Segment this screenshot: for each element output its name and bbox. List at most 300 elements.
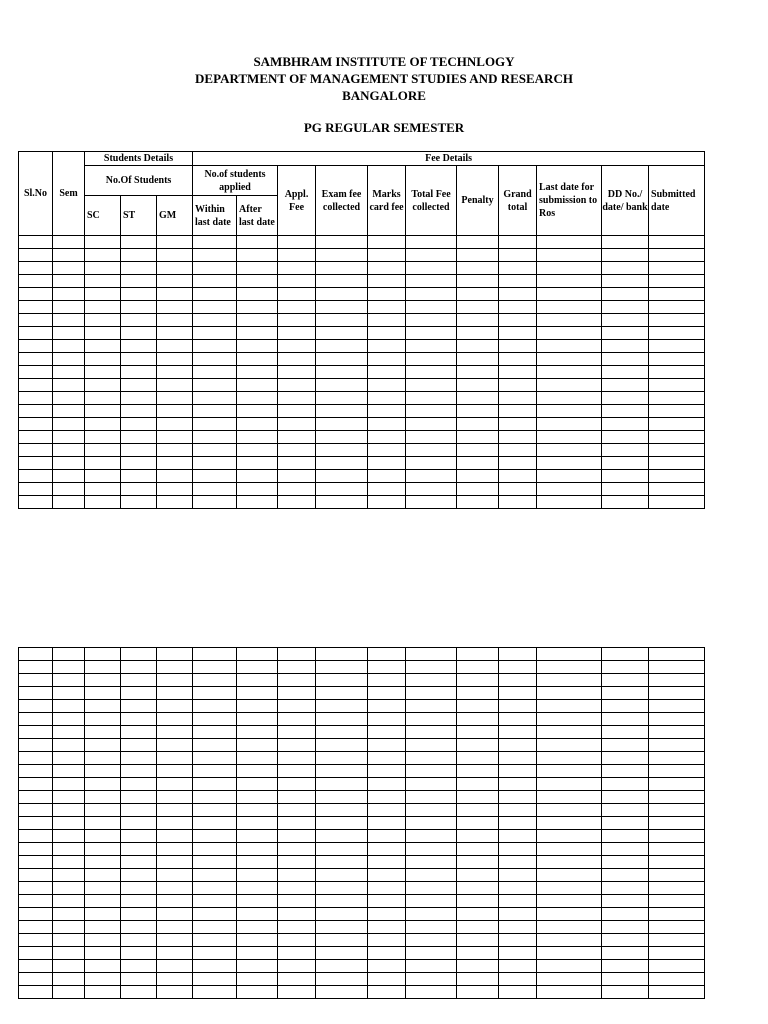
blank-cell (649, 973, 705, 986)
blank-cell (499, 765, 537, 778)
blank-cell (499, 674, 537, 687)
blank-cell (537, 869, 602, 882)
blank-cell (316, 288, 368, 301)
blank-cell (649, 947, 705, 960)
blank-cell (602, 817, 649, 830)
blank-cell (537, 843, 602, 856)
blank-cell (457, 262, 499, 275)
blank-cell (157, 236, 193, 249)
blank-cell (237, 674, 278, 687)
blank-cell (85, 882, 121, 895)
blank-row (19, 960, 705, 973)
blank-cell (316, 713, 368, 726)
city-name: BANGALORE (342, 88, 426, 103)
blank-cell (649, 496, 705, 509)
blank-cell (237, 830, 278, 843)
blank-cell (499, 843, 537, 856)
blank-cell (193, 752, 237, 765)
blank-cell (499, 353, 537, 366)
blank-cell (193, 791, 237, 804)
blank-cell (19, 249, 53, 262)
blank-cell (53, 817, 85, 830)
blank-cell (193, 648, 237, 661)
blank-cell (537, 661, 602, 674)
blank-row (19, 353, 705, 366)
blank-cell (499, 752, 537, 765)
blank-cell (19, 947, 53, 960)
blank-cell (157, 483, 193, 496)
blank-cell (368, 778, 406, 791)
blank-cell (193, 340, 237, 353)
blank-cell (457, 778, 499, 791)
blank-cell (537, 483, 602, 496)
blank-cell (193, 444, 237, 457)
blank-cell (457, 418, 499, 431)
blank-cell (457, 674, 499, 687)
blank-cell (19, 648, 53, 661)
blank-cell (121, 444, 157, 457)
blank-cell (537, 726, 602, 739)
blank-cell (193, 275, 237, 288)
blank-cell (19, 366, 53, 379)
blank-cell (53, 973, 85, 986)
blank-cell (649, 379, 705, 392)
blank-cell (316, 700, 368, 713)
blank-cell (237, 895, 278, 908)
blank-cell (368, 301, 406, 314)
blank-cell (406, 353, 457, 366)
blank-cell (499, 986, 537, 999)
blank-cell (237, 288, 278, 301)
blank-cell (278, 275, 316, 288)
blank-cell (457, 869, 499, 882)
blank-cell (316, 986, 368, 999)
group-students-details: Students Details (85, 152, 193, 166)
blank-cell (53, 314, 85, 327)
blank-cell (316, 752, 368, 765)
blank-cell (237, 713, 278, 726)
blank-cell (602, 687, 649, 700)
blank-cell (237, 275, 278, 288)
blank-cell (316, 648, 368, 661)
blank-cell (53, 379, 85, 392)
blank-cell (19, 327, 53, 340)
blank-cell (53, 908, 85, 921)
blank-cell (19, 882, 53, 895)
blank-cell (649, 314, 705, 327)
blank-cell (19, 960, 53, 973)
blank-cell (278, 830, 316, 843)
blank-cell (121, 856, 157, 869)
blank-cell (602, 444, 649, 457)
blank-cell (278, 856, 316, 869)
blank-cell (19, 713, 53, 726)
blank-cell (537, 908, 602, 921)
blank-cell (19, 726, 53, 739)
blank-cell (649, 483, 705, 496)
blank-row (19, 431, 705, 444)
blank-row (19, 444, 705, 457)
blank-cell (457, 973, 499, 986)
blank-cell (85, 262, 121, 275)
blank-cell (237, 418, 278, 431)
blank-cell (602, 648, 649, 661)
blank-cell (457, 275, 499, 288)
blank-cell (499, 687, 537, 700)
blank-cell (19, 392, 53, 405)
blank-cell (53, 856, 85, 869)
blank-cell (237, 392, 278, 405)
blank-cell (368, 275, 406, 288)
blank-row (19, 340, 705, 353)
blank-row (19, 843, 705, 856)
blank-cell (457, 830, 499, 843)
blank-cell (19, 483, 53, 496)
blank-cell (121, 908, 157, 921)
blank-row (19, 804, 705, 817)
blank-cell (19, 687, 53, 700)
blank-cell (278, 236, 316, 249)
blank-cell (602, 496, 649, 509)
blank-cell (53, 674, 85, 687)
blank-row (19, 275, 705, 288)
blank-cell (368, 262, 406, 275)
group-no-of-students: No.Of Students (85, 166, 193, 196)
blank-cell (278, 921, 316, 934)
document-heading (0, 53, 768, 104)
blank-cell (237, 353, 278, 366)
blank-cell (237, 856, 278, 869)
blank-cell (368, 960, 406, 973)
blank-cell (53, 934, 85, 947)
blank-cell (85, 791, 121, 804)
blank-cell (53, 687, 85, 700)
blank-row (19, 470, 705, 483)
blank-cell (19, 661, 53, 674)
blank-cell (121, 726, 157, 739)
blank-cell (537, 405, 602, 418)
blank-cell (237, 661, 278, 674)
blank-cell (537, 804, 602, 817)
blank-cell (649, 418, 705, 431)
blank-cell (537, 327, 602, 340)
blank-cell (457, 661, 499, 674)
blank-cell (457, 687, 499, 700)
blank-cell (499, 947, 537, 960)
blank-cell (406, 483, 457, 496)
blank-cell (649, 765, 705, 778)
blank-cell (537, 392, 602, 405)
blank-cell (157, 908, 193, 921)
blank-cell (316, 314, 368, 327)
blank-cell (193, 882, 237, 895)
blank-cell (602, 843, 649, 856)
blank-cell (457, 947, 499, 960)
blank-cell (406, 739, 457, 752)
blank-cell (121, 262, 157, 275)
blank-cell (537, 687, 602, 700)
blank-cell (53, 327, 85, 340)
blank-cell (602, 392, 649, 405)
blank-cell (121, 934, 157, 947)
blank-cell (19, 275, 53, 288)
blank-cell (368, 882, 406, 895)
col-appl-fee: Appl. Fee (278, 166, 316, 236)
blank-cell (368, 934, 406, 947)
blank-cell (193, 856, 237, 869)
blank-cell (457, 739, 499, 752)
blank-cell (193, 895, 237, 908)
blank-cell (85, 778, 121, 791)
blank-cell (53, 895, 85, 908)
blank-cell (316, 765, 368, 778)
blank-row (19, 700, 705, 713)
blank-cell (85, 726, 121, 739)
blank-cell (406, 275, 457, 288)
blank-cell (368, 947, 406, 960)
blank-cell (157, 314, 193, 327)
blank-cell (85, 700, 121, 713)
blank-row (19, 830, 705, 843)
blank-cell (368, 288, 406, 301)
blank-cell (85, 869, 121, 882)
blank-cell (316, 791, 368, 804)
blank-cell (499, 817, 537, 830)
col-gm: GM (157, 196, 193, 236)
blank-cell (85, 895, 121, 908)
blank-cell (53, 457, 85, 470)
blank-cell (237, 687, 278, 700)
blank-cell (368, 700, 406, 713)
blank-cell (121, 895, 157, 908)
blank-cell (537, 973, 602, 986)
blank-cell (19, 739, 53, 752)
blank-row (19, 457, 705, 470)
blank-cell (121, 843, 157, 856)
blank-cell (368, 327, 406, 340)
blank-cell (649, 882, 705, 895)
blank-cell (85, 960, 121, 973)
blank-cell (193, 301, 237, 314)
blank-cell (368, 765, 406, 778)
blank-cell (53, 661, 85, 674)
blank-cell (19, 379, 53, 392)
col-submitted-date: Submitted date (649, 166, 705, 236)
blank-cell (193, 908, 237, 921)
blank-cell (278, 262, 316, 275)
blank-cell (157, 648, 193, 661)
blank-cell (121, 869, 157, 882)
blank-cell (121, 791, 157, 804)
blank-cell (85, 973, 121, 986)
blank-cell (237, 700, 278, 713)
blank-cell (237, 960, 278, 973)
blank-cell (368, 236, 406, 249)
blank-cell (602, 275, 649, 288)
blank-cell (85, 418, 121, 431)
blank-cell (316, 392, 368, 405)
blank-cell (121, 882, 157, 895)
blank-cell (406, 856, 457, 869)
blank-row (19, 262, 705, 275)
blank-cell (19, 236, 53, 249)
blank-cell (602, 986, 649, 999)
blank-cell (193, 457, 237, 470)
blank-cell (278, 661, 316, 674)
blank-cell (316, 483, 368, 496)
blank-row (19, 986, 705, 999)
blank-cell (406, 869, 457, 882)
blank-cell (278, 843, 316, 856)
blank-cell (278, 301, 316, 314)
blank-cell (368, 752, 406, 765)
blank-cell (406, 236, 457, 249)
blank-cell (316, 353, 368, 366)
blank-cell (19, 418, 53, 431)
blank-cell (602, 405, 649, 418)
blank-cell (19, 431, 53, 444)
blank-cell (157, 405, 193, 418)
department-name: DEPARTMENT OF MANAGEMENT STUDIES AND RESEARCH (195, 71, 573, 86)
blank-cell (316, 379, 368, 392)
blank-cell (649, 674, 705, 687)
blank-cell (602, 470, 649, 483)
blank-cell (237, 739, 278, 752)
col-penalty: Penalty (457, 166, 499, 236)
blank-cell (157, 301, 193, 314)
blank-cell (499, 340, 537, 353)
blank-cell (499, 236, 537, 249)
blank-cell (121, 778, 157, 791)
blank-cell (499, 444, 537, 457)
blank-cell (237, 236, 278, 249)
blank-cell (237, 882, 278, 895)
blank-cell (85, 496, 121, 509)
blank-cell (237, 444, 278, 457)
blank-row (19, 778, 705, 791)
blank-cell (53, 288, 85, 301)
blank-cell (649, 713, 705, 726)
blank-cell (85, 314, 121, 327)
blank-cell (85, 457, 121, 470)
blank-cell (537, 856, 602, 869)
blank-cell (602, 752, 649, 765)
blank-cell (457, 327, 499, 340)
blank-cell (53, 713, 85, 726)
blank-cell (368, 418, 406, 431)
blank-cell (19, 765, 53, 778)
blank-cell (19, 830, 53, 843)
blank-cell (602, 418, 649, 431)
blank-cell (499, 301, 537, 314)
blank-cell (602, 366, 649, 379)
blank-cell (237, 934, 278, 947)
blank-cell (316, 470, 368, 483)
blank-cell (278, 392, 316, 405)
blank-row (19, 882, 705, 895)
blank-cell (85, 236, 121, 249)
blank-cell (499, 262, 537, 275)
blank-cell (602, 739, 649, 752)
blank-cell (368, 340, 406, 353)
blank-cell (121, 921, 157, 934)
blank-cell (121, 275, 157, 288)
blank-cell (537, 882, 602, 895)
blank-cell (278, 353, 316, 366)
blank-cell (368, 817, 406, 830)
blank-cell (537, 418, 602, 431)
blank-cell (368, 249, 406, 262)
blank-cell (537, 986, 602, 999)
blank-cell (406, 843, 457, 856)
blank-row (19, 921, 705, 934)
blank-cell (457, 700, 499, 713)
blank-cell (85, 934, 121, 947)
blank-cell (237, 908, 278, 921)
blank-cell (157, 973, 193, 986)
blank-cell (193, 236, 237, 249)
blank-row (19, 327, 705, 340)
blank-cell (193, 353, 237, 366)
blank-cell (157, 752, 193, 765)
blank-cell (278, 288, 316, 301)
blank-cell (193, 921, 237, 934)
blank-cell (237, 470, 278, 483)
blank-cell (602, 327, 649, 340)
blank-cell (85, 392, 121, 405)
blank-cell (19, 804, 53, 817)
blank-cell (649, 986, 705, 999)
blank-cell (157, 921, 193, 934)
blank-cell (237, 843, 278, 856)
blank-cell (85, 830, 121, 843)
blank-cell (157, 934, 193, 947)
blank-cell (406, 262, 457, 275)
blank-cell (85, 661, 121, 674)
col-within-last-date: Within last date (193, 196, 237, 236)
blank-cell (237, 327, 278, 340)
blank-cell (193, 869, 237, 882)
blank-cell (237, 921, 278, 934)
blank-cell (278, 726, 316, 739)
blank-cell (537, 713, 602, 726)
blank-cell (457, 392, 499, 405)
blank-cell (649, 262, 705, 275)
blank-cell (278, 804, 316, 817)
blank-cell (406, 366, 457, 379)
blank-cell (121, 830, 157, 843)
blank-cell (85, 340, 121, 353)
blank-cell (278, 470, 316, 483)
blank-cell (193, 947, 237, 960)
blank-cell (499, 804, 537, 817)
blank-cell (602, 314, 649, 327)
blank-cell (457, 379, 499, 392)
blank-cell (457, 882, 499, 895)
blank-cell (53, 778, 85, 791)
blank-cell (193, 288, 237, 301)
blank-cell (157, 288, 193, 301)
blank-cell (193, 470, 237, 483)
col-marks-card-fee: Marks card fee (368, 166, 406, 236)
col-sc: SC (85, 196, 121, 236)
blank-cell (368, 804, 406, 817)
blank-cell (193, 817, 237, 830)
blank-cell (157, 856, 193, 869)
blank-cell (316, 817, 368, 830)
blank-cell (316, 882, 368, 895)
blank-cell (537, 947, 602, 960)
